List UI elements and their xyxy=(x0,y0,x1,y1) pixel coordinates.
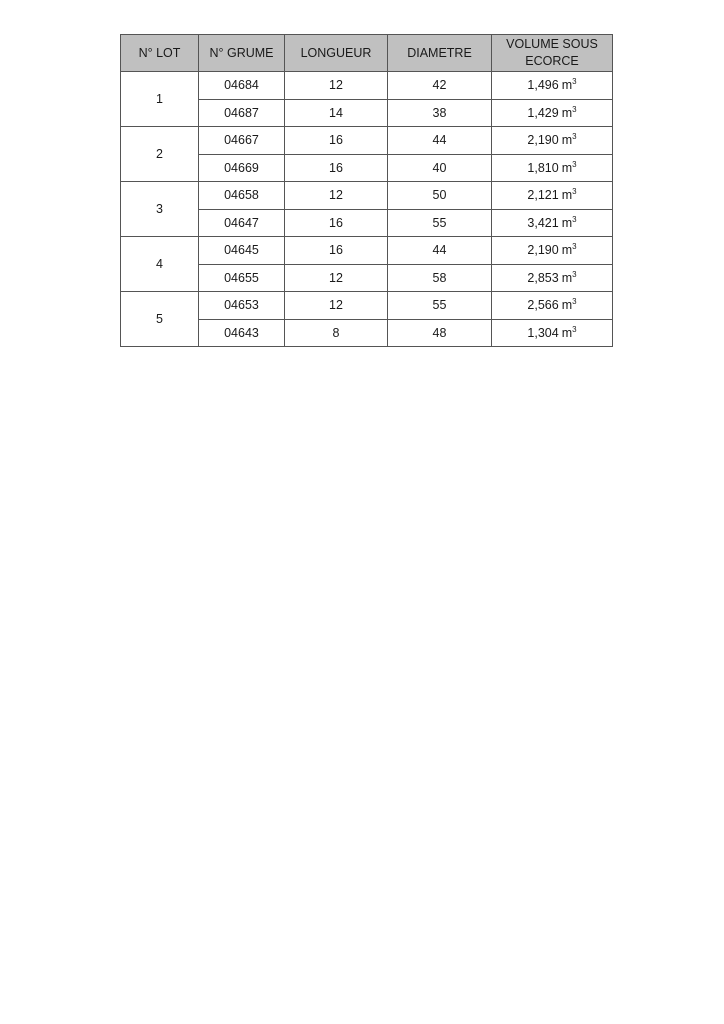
volume-unit: m xyxy=(561,298,573,313)
volume-unit: m xyxy=(561,105,573,120)
header-volume: VOLUME SOUS ECORCE xyxy=(492,35,613,72)
grume-cell: 04658 xyxy=(199,182,285,210)
volume-value: 2,190 xyxy=(527,133,559,148)
volume-unit: m xyxy=(561,215,573,230)
longueur-cell: 16 xyxy=(285,154,388,182)
diametre-cell: 40 xyxy=(388,154,492,182)
table-row xyxy=(121,127,613,155)
volume-value: 1,429 xyxy=(527,105,559,120)
volume-cell xyxy=(492,292,613,320)
longueur-cell: 12 xyxy=(285,182,388,210)
volume-value: 2,566 xyxy=(527,298,559,313)
table-header xyxy=(121,35,613,72)
lot-number-cell: 2 xyxy=(121,127,199,182)
table-row xyxy=(121,182,613,210)
diametre-cell: 44 xyxy=(388,237,492,265)
volume-cell xyxy=(492,99,613,127)
volume-unit: m xyxy=(561,160,573,175)
volume-unit: m xyxy=(561,188,573,203)
volume-cell xyxy=(492,237,613,265)
diametre-cell: 38 xyxy=(388,99,492,127)
volume-cell xyxy=(492,264,613,292)
volume-unit-exponent: 3 xyxy=(572,77,577,87)
header-grume: N° GRUME xyxy=(199,35,285,72)
diametre-cell: 55 xyxy=(388,292,492,320)
longueur-cell: 12 xyxy=(285,72,388,100)
diametre-cell: 58 xyxy=(388,264,492,292)
longueur-cell: 12 xyxy=(285,264,388,292)
lot-number-cell: 1 xyxy=(121,72,199,127)
header-diametre: DIAMETRE xyxy=(388,35,492,72)
longueur-cell: 12 xyxy=(285,292,388,320)
longueur-cell: 16 xyxy=(285,127,388,155)
volume-cell xyxy=(492,72,613,100)
volume-unit-exponent: 3 xyxy=(572,159,577,169)
header-longueur: LONGUEUR xyxy=(285,35,388,72)
grume-cell: 04655 xyxy=(199,264,285,292)
grume-cell: 04643 xyxy=(199,319,285,347)
table-body xyxy=(121,72,613,347)
volume-value: 1,304 xyxy=(527,325,559,340)
volume-unit-exponent: 3 xyxy=(572,297,577,307)
grume-cell: 04667 xyxy=(199,127,285,155)
lot-number-cell: 3 xyxy=(121,182,199,237)
volume-value: 2,853 xyxy=(527,270,559,285)
longueur-cell: 16 xyxy=(285,209,388,237)
volume-value: 3,421 xyxy=(527,215,559,230)
volume-value: 2,190 xyxy=(527,243,559,258)
grume-cell: 04647 xyxy=(199,209,285,237)
table-row xyxy=(121,237,613,265)
volume-unit-exponent: 3 xyxy=(572,242,577,252)
longueur-cell: 16 xyxy=(285,237,388,265)
volume-cell xyxy=(492,154,613,182)
volume-unit-exponent: 3 xyxy=(572,214,577,224)
diametre-cell: 44 xyxy=(388,127,492,155)
diametre-cell: 55 xyxy=(388,209,492,237)
volume-cell xyxy=(492,319,613,347)
volume-unit-exponent: 3 xyxy=(572,187,577,197)
volume-unit: m xyxy=(561,270,573,285)
grume-cell: 04687 xyxy=(199,99,285,127)
longueur-cell: 14 xyxy=(285,99,388,127)
volume-value: 2,121 xyxy=(527,188,559,203)
diametre-cell: 48 xyxy=(388,319,492,347)
grume-cell: 04645 xyxy=(199,237,285,265)
lot-number-cell: 4 xyxy=(121,237,199,292)
volume-value: 1,810 xyxy=(527,160,559,175)
longueur-cell: 8 xyxy=(285,319,388,347)
header-row xyxy=(121,35,613,72)
volume-unit-exponent: 3 xyxy=(572,104,577,114)
volume-unit-exponent: 3 xyxy=(572,132,577,142)
volume-unit: m xyxy=(561,243,573,258)
volume-cell xyxy=(492,209,613,237)
header-lot: N° LOT xyxy=(121,35,199,72)
volume-unit-exponent: 3 xyxy=(572,324,577,334)
lot-number-cell: 5 xyxy=(121,292,199,347)
volume-cell xyxy=(492,127,613,155)
volume-unit: m xyxy=(561,133,573,148)
grume-cell: 04684 xyxy=(199,72,285,100)
volume-unit-exponent: 3 xyxy=(572,269,577,279)
grume-cell: 04653 xyxy=(199,292,285,320)
lots-table xyxy=(120,34,613,347)
volume-unit: m xyxy=(561,78,573,93)
diametre-cell: 50 xyxy=(388,182,492,210)
table-row xyxy=(121,292,613,320)
table-row xyxy=(121,72,613,100)
volume-cell xyxy=(492,182,613,210)
volume-value: 1,496 xyxy=(527,78,559,93)
diametre-cell: 42 xyxy=(388,72,492,100)
grume-cell: 04669 xyxy=(199,154,285,182)
volume-unit: m xyxy=(561,325,573,340)
